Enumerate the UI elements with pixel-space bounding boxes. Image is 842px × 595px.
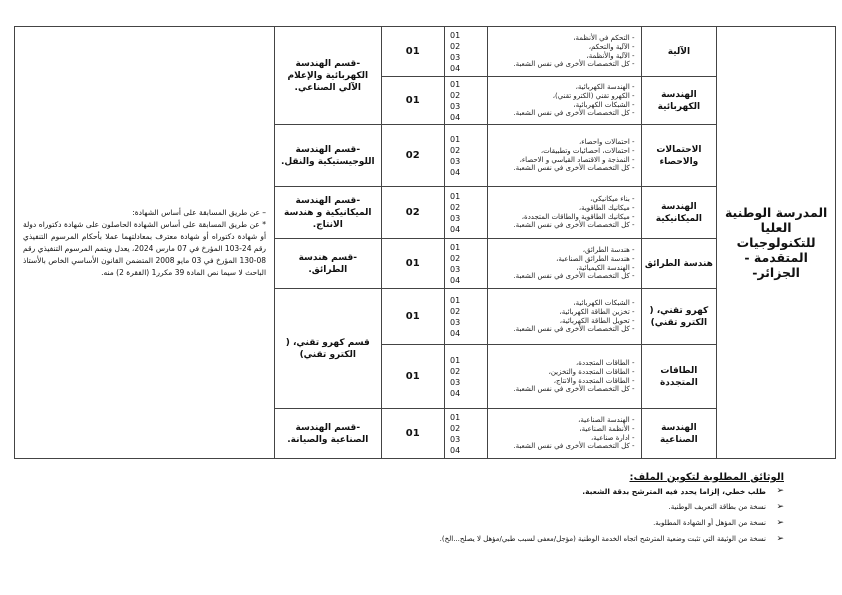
index-number: 03 bbox=[449, 434, 461, 444]
detail-line: - النمذجة و الاقتصاد القياسي و الاحصاء، bbox=[519, 155, 635, 164]
index-numbers bbox=[444, 409, 487, 459]
conditions-lead: – عن طريق المسابقة على أساس الشهادة: bbox=[132, 207, 267, 217]
detail-line: - هندسة الطرائق، bbox=[582, 246, 635, 255]
posts-count: 01 bbox=[381, 27, 444, 77]
detail-line: - ادارة صناعية، bbox=[590, 433, 635, 442]
index-number: 03 bbox=[449, 52, 461, 62]
index-numbers bbox=[444, 239, 487, 289]
index-numbers bbox=[444, 289, 487, 345]
specialty-details bbox=[487, 125, 641, 187]
arrow-bullet-icon: ➢ bbox=[776, 486, 784, 496]
index-number: 04 bbox=[449, 167, 461, 177]
specialty-cell: الآلية bbox=[641, 27, 717, 77]
index-number: 02 bbox=[449, 423, 461, 433]
index-number: 04 bbox=[449, 224, 461, 234]
detail-line: - بناء ميكانيكي، bbox=[590, 195, 635, 204]
index-number: 04 bbox=[449, 275, 461, 285]
index-number: 02 bbox=[449, 306, 461, 316]
detail-line: - الطاقات المتجددة والانتاج، bbox=[553, 376, 635, 385]
detail-line: - تخزين الطاقة الكهربائية، bbox=[559, 307, 635, 316]
detail-line: - الهندسة الكيميائية، bbox=[576, 263, 635, 272]
detail-line: - كل التخصصات الأخرى في نفس الشعبة. bbox=[513, 109, 635, 118]
index-number: 03 bbox=[449, 156, 461, 166]
detail-line: - الهندسة الصناعية، bbox=[578, 416, 635, 425]
index-number: 01 bbox=[449, 79, 461, 89]
recruitment-table bbox=[14, 26, 836, 459]
specialty-details bbox=[487, 289, 641, 345]
index-number: 03 bbox=[449, 377, 461, 387]
detail-line: - ميكانيك الطاقوية والطاقات المتجددة، bbox=[521, 212, 635, 221]
detail-line: - الأنظمة الصناعية، bbox=[579, 424, 635, 433]
specialty-cell: هندسة الطرائق bbox=[641, 239, 717, 289]
index-number: 04 bbox=[449, 388, 461, 398]
specialty-cell: الهندسة الكهربائية bbox=[641, 77, 717, 125]
arrow-bullet-icon: ➢ bbox=[776, 502, 784, 512]
department-cell: -قسم هندسة الطرائق. bbox=[275, 239, 381, 289]
index-number: 04 bbox=[449, 328, 461, 338]
posts-count: 01 bbox=[381, 409, 444, 459]
detail-line: - كل التخصصات الأخرى في نفس الشعبة. bbox=[513, 442, 635, 451]
school-name: المدرسة الوطنية العليا للتكنولوجيات المتقدمة - الجزائر- bbox=[717, 27, 836, 459]
index-number: 01 bbox=[449, 134, 461, 144]
document-item: ➢ نسخة من المؤهل أو الشهادة المطلوبة. bbox=[653, 518, 784, 528]
index-number: 02 bbox=[449, 145, 461, 155]
index-number: 02 bbox=[449, 90, 461, 100]
department-cell: -قسم الهندسة الميكانيكية و هندسة الانتاج. bbox=[275, 187, 381, 239]
index-number: 02 bbox=[449, 41, 461, 51]
detail-line: - ميكانيك الطاقوية، bbox=[578, 203, 635, 212]
detail-line: - الشبكات الكهربائية، bbox=[573, 100, 635, 109]
posts-count: 02 bbox=[381, 125, 444, 187]
conditions-cell bbox=[15, 27, 275, 459]
index-number: 02 bbox=[449, 202, 461, 212]
detail-line: - الآلية والتحكم، bbox=[588, 42, 635, 51]
index-number: 04 bbox=[449, 112, 461, 122]
specialty-cell: الاحتمالات والاحصاء bbox=[641, 125, 717, 187]
index-number: 01 bbox=[449, 242, 461, 252]
detail-line: - هندسة الطرائق الصناعية، bbox=[556, 254, 635, 263]
detail-line: - الشبكات الكهربائية، bbox=[573, 299, 635, 308]
detail-line: - احتمالات، احصائيات وتطبيقات، bbox=[540, 146, 635, 155]
index-number: 03 bbox=[449, 213, 461, 223]
index-number: 01 bbox=[449, 191, 461, 201]
specialty-details bbox=[487, 345, 641, 409]
detail-line: - كل التخصصات الأخرى في نفس الشعبة. bbox=[513, 325, 635, 334]
detail-line: - كل التخصصات الأخرى في نفس الشعبة. bbox=[513, 221, 635, 230]
index-numbers bbox=[444, 125, 487, 187]
arrow-bullet-icon: ➢ bbox=[776, 534, 784, 544]
index-number: 03 bbox=[449, 264, 461, 274]
arrow-bullet-icon: ➢ bbox=[776, 518, 784, 528]
posts-count: 01 bbox=[381, 345, 444, 409]
detail-line: - كل التخصصات الأخرى في نفس الشعبة. bbox=[513, 272, 635, 281]
detail-line: - الطاقات المتجددة والتخزين، bbox=[548, 367, 635, 376]
documents-title: الوثائق المطلوبة لتكوين الملف: bbox=[629, 472, 784, 483]
index-number: 04 bbox=[449, 445, 461, 455]
detail-line: - الآلية والأنظمة، bbox=[586, 51, 635, 60]
specialty-cell: الهندسة الصناعية bbox=[641, 409, 717, 459]
index-number: 01 bbox=[449, 30, 461, 40]
specialty-details bbox=[487, 77, 641, 125]
index-number: 01 bbox=[449, 295, 461, 305]
posts-count: 01 bbox=[381, 239, 444, 289]
detail-line: - الطاقات المتجددة، bbox=[576, 359, 635, 368]
document-item: ➢ نسخة من الوثيقة التي تثبت وضعية المترشح اتجاه الخدمة الوطنية (مؤجل/معفى لسبب طبي/مؤهل لا يصلح...الخ). bbox=[439, 534, 784, 544]
detail-line: - كل التخصصات الأخرى في نفس الشعبة. bbox=[513, 164, 635, 173]
conditions-body: * عن طريق المسابقة على أساس الشهادة الحاصلون على شهادة دكتوراه دولة أو شهادة دكتوراه أو شهادة معترف بمعادلتهما عملا بأحكام المرسوم التنفيذي رقم 24-103 المؤرخ في 07 مارس 2024، يعدل ويتمم المرسوم التنفيذي رقم 08-130 المؤرخ في 03 مايو 2008 المتضمن القانون الأساسي الخاص بالأستاذ الباحث لا سيما نص المادة 39 مكرر1 (الفقرة 2) منه. bbox=[23, 219, 267, 277]
department-cell: -قسم الهندسة الكهربائية والإعلام الآلي الصناعي. bbox=[275, 27, 381, 125]
detail-line: - كل التخصصات الأخرى في نفس الشعبة. bbox=[513, 60, 635, 69]
department-cell: -قسم الهندسة اللوجيستيكية والنقل. bbox=[275, 125, 381, 187]
index-number: 03 bbox=[449, 101, 461, 111]
index-numbers bbox=[444, 345, 487, 409]
specialty-details bbox=[487, 409, 641, 459]
detail-line: - تحويل الطاقة الكهربائية، bbox=[559, 316, 635, 325]
specialty-details bbox=[487, 187, 641, 239]
detail-line: - التحكم في الأنظمة، bbox=[573, 34, 635, 43]
index-number: 02 bbox=[449, 366, 461, 376]
index-number: 03 bbox=[449, 317, 461, 327]
index-numbers bbox=[444, 187, 487, 239]
specialty-details bbox=[487, 27, 641, 77]
document-item: ➢ طلب خطي، إلزاما يحدد فيه المترشح بدقة الشعبة. bbox=[582, 486, 784, 496]
index-number: 01 bbox=[449, 355, 461, 365]
index-number: 01 bbox=[449, 412, 461, 422]
required-documents bbox=[64, 472, 784, 551]
detail-line: - كل التخصصات الأخرى في نفس الشعبة. bbox=[513, 385, 635, 394]
posts-count: 01 bbox=[381, 289, 444, 345]
index-numbers bbox=[444, 27, 487, 77]
posts-count: 01 bbox=[381, 77, 444, 125]
department-cell: قسم كهرو تقني، ( الكترو تقني) bbox=[275, 289, 381, 409]
specialty-cell: الهندسة الميكانيكية bbox=[641, 187, 717, 239]
index-number: 02 bbox=[449, 253, 461, 263]
detail-line: - الهندسة الكهربائية، bbox=[575, 83, 635, 92]
detail-line: - احتمالات واحصاء، bbox=[578, 138, 635, 147]
document-item: ➢ نسخة من بطاقة التعريف الوطنية. bbox=[668, 502, 784, 512]
specialty-cell: كهرو تقني، ( الكترو تقني) bbox=[641, 289, 717, 345]
index-numbers bbox=[444, 77, 487, 125]
specialty-cell: الطاقات المتجددة bbox=[641, 345, 717, 409]
posts-count: 02 bbox=[381, 187, 444, 239]
index-number: 04 bbox=[449, 63, 461, 73]
table-row bbox=[15, 27, 836, 77]
detail-line: - الكهرو تقني (الكترو تقني)، bbox=[552, 91, 635, 100]
department-cell: -قسم الهندسة الصناعية والصيانة. bbox=[275, 409, 381, 459]
specialty-details bbox=[487, 239, 641, 289]
